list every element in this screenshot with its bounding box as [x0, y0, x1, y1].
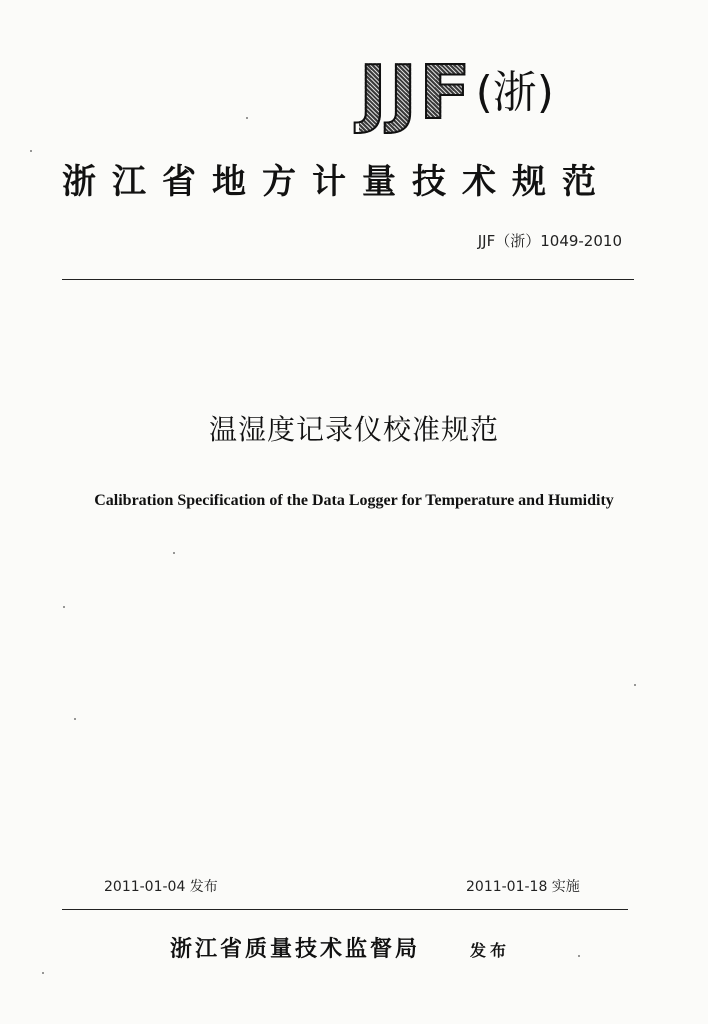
logo-province-suffix: (浙)	[475, 67, 554, 118]
standard-code: JJF（浙）1049-2010	[477, 232, 622, 250]
issuing-verb: 发布	[470, 941, 511, 960]
issuing-authority: 浙江省质量技术监督局	[170, 936, 421, 962]
scan-speck	[74, 718, 76, 720]
scan-speck	[246, 117, 248, 119]
scan-speck	[173, 552, 175, 554]
jjf-logo	[360, 52, 554, 134]
publish-date: 2011-01-04 发布	[104, 879, 218, 895]
scan-speck	[634, 684, 636, 686]
scan-speck	[30, 150, 32, 152]
header-divider	[62, 279, 634, 280]
footer-divider	[62, 909, 628, 910]
scan-speck	[63, 606, 65, 608]
implement-date: 2011-01-18 实施	[466, 879, 580, 895]
document-title-english: Calibration Specification of the Data Logger for Temperature and Humidity	[94, 492, 614, 509]
scan-speck	[578, 955, 580, 957]
scan-speck	[42, 972, 44, 974]
document-title-chinese: 温湿度记录仪校准规范	[208, 413, 499, 446]
series-title: 浙江省地方计量技术规范	[62, 162, 612, 202]
logo-mark: JJF	[358, 50, 473, 136]
